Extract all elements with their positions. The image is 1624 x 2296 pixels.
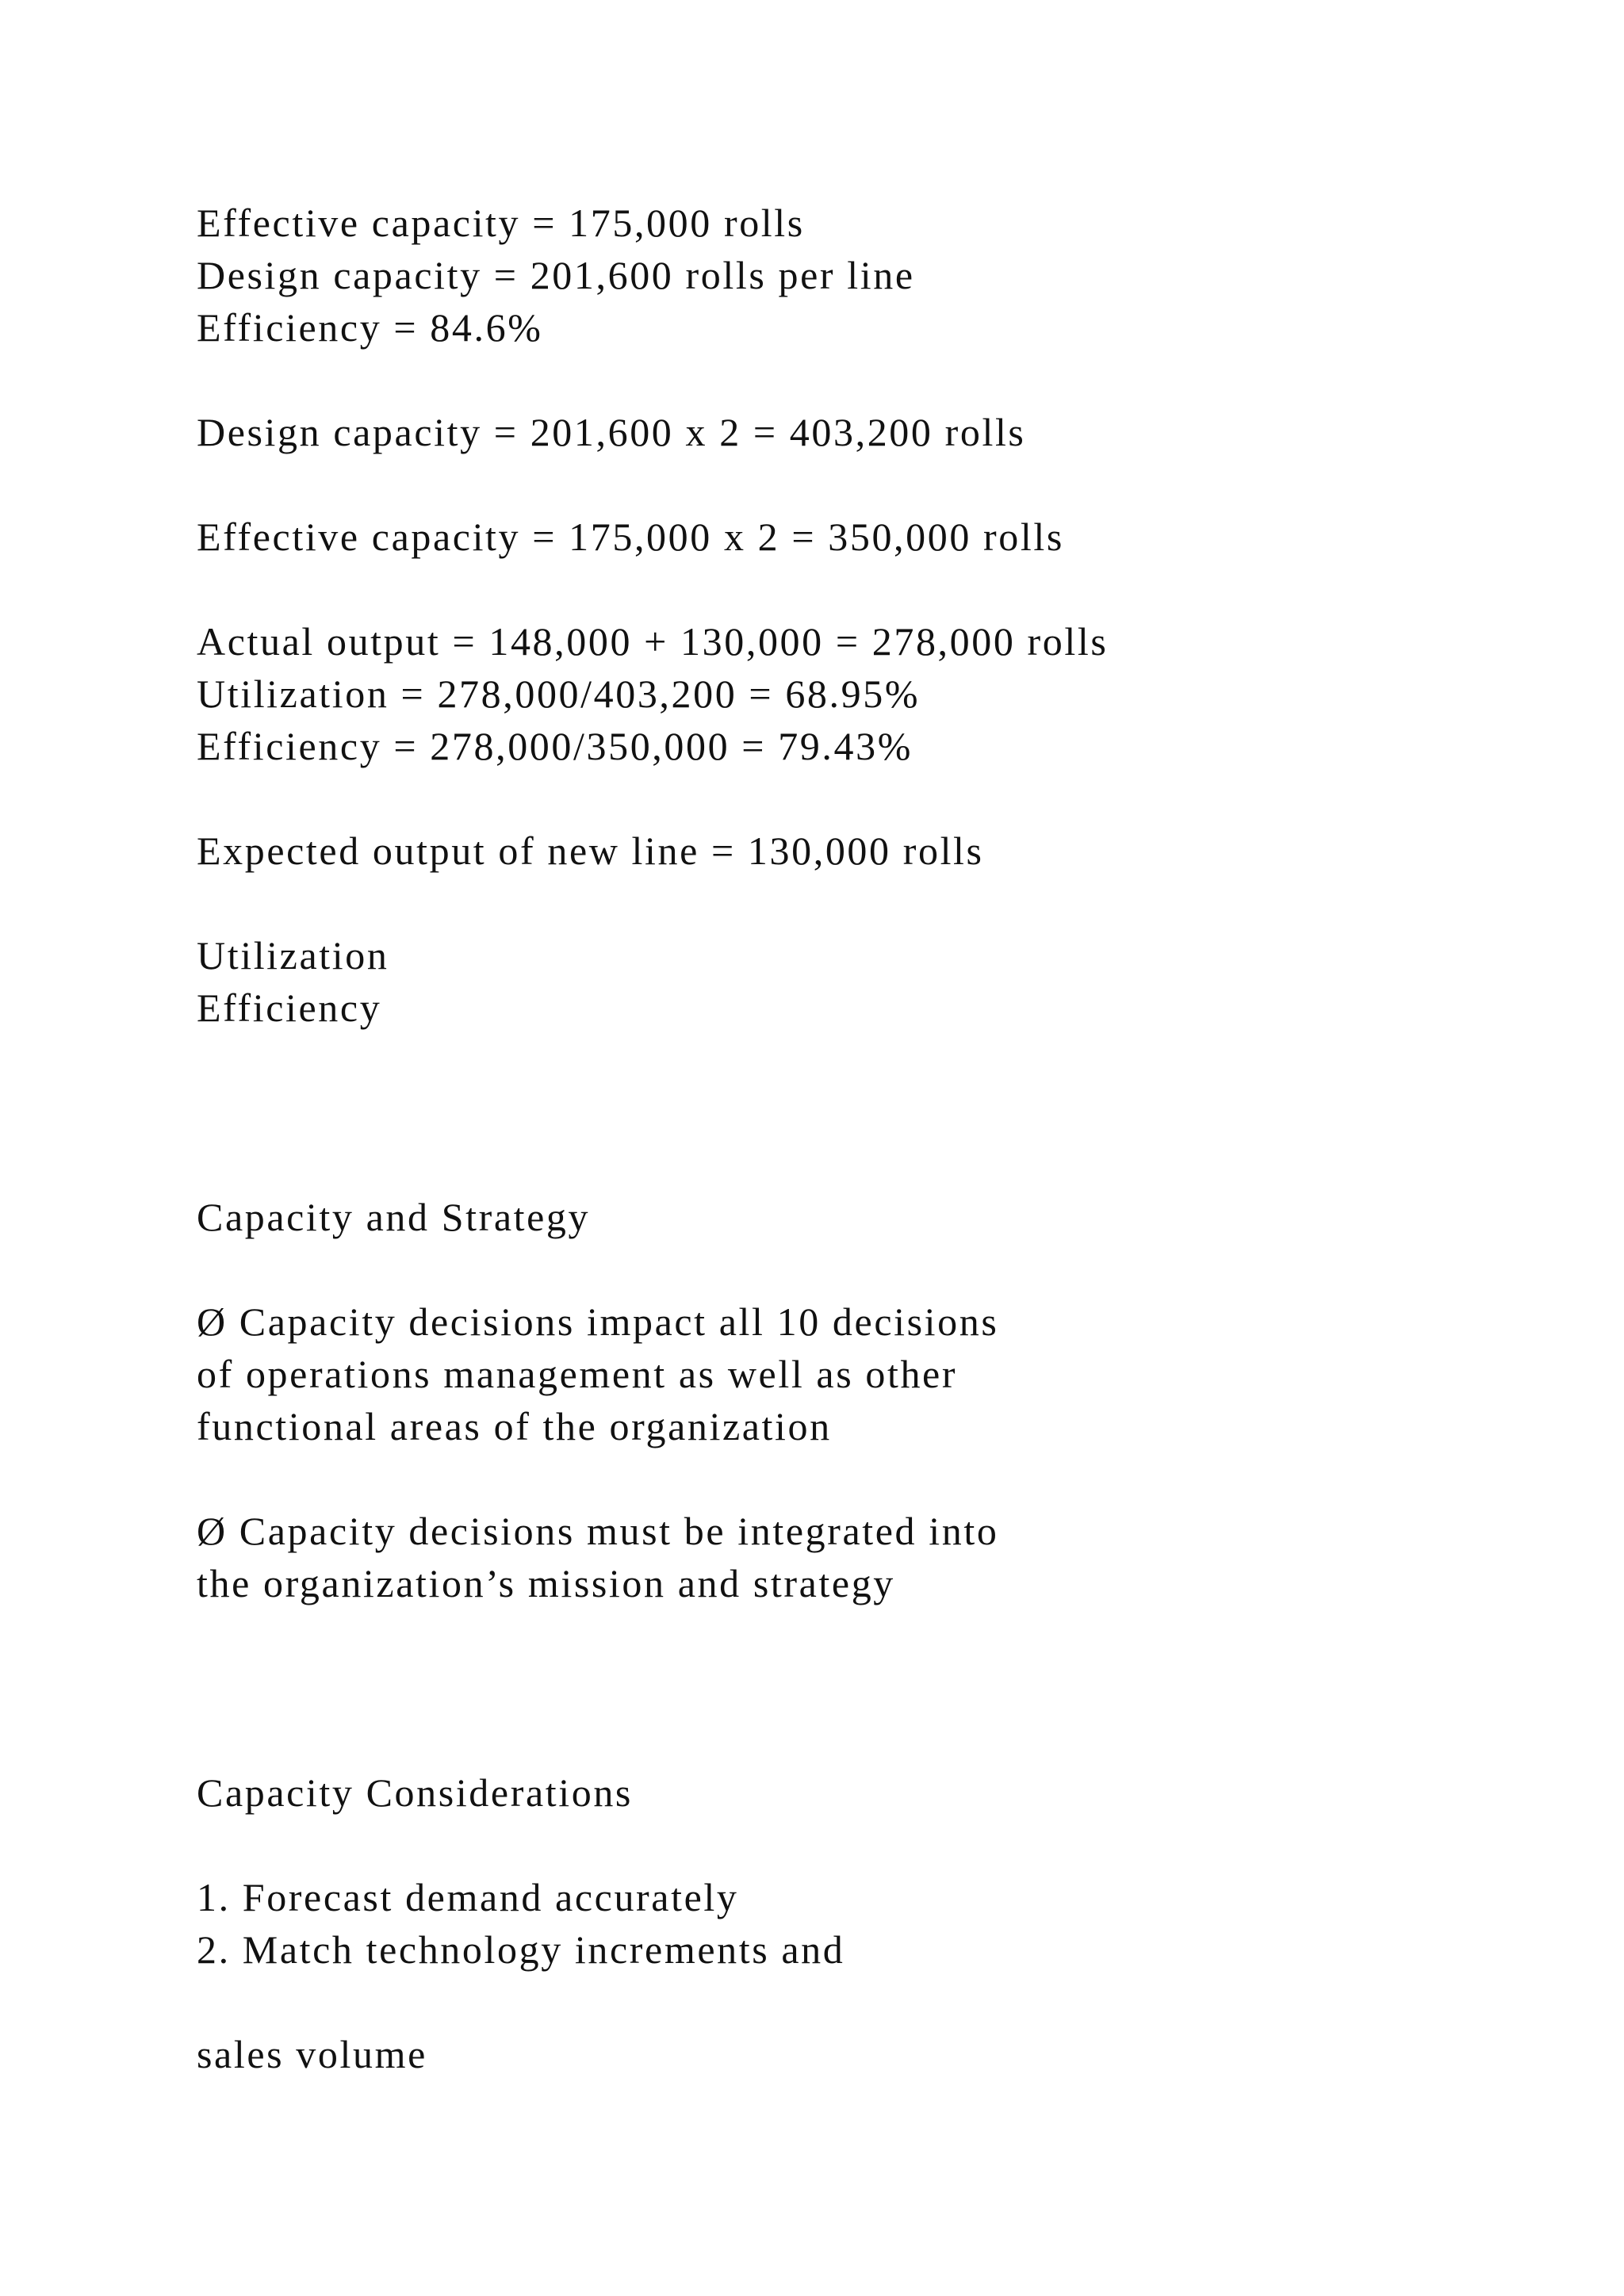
document-body: [197, 197, 1465, 2080]
text-line: the organization’s mission and strategy: [197, 1561, 895, 1605]
text-line: Actual output = 148,000 + 130,000 = 278,000 rolls: [197, 619, 1109, 664]
blank-line: [197, 563, 1465, 615]
text-line: functional areas of the organization: [197, 1404, 832, 1448]
text-line: Utilization: [197, 933, 389, 978]
text-line: sales volume: [197, 2032, 427, 2076]
text-line: Efficiency = 278,000/350,000 = 79.43%: [197, 724, 913, 768]
text-line: Ø Capacity decisions impact all 10 decisions: [197, 1299, 999, 1344]
blank-line: [197, 1819, 1465, 1871]
text-line: Effective capacity = 175,000 rolls: [197, 201, 805, 245]
blank-line: [197, 877, 1465, 929]
text-line: Ø Capacity decisions must be integrated into: [197, 1509, 999, 1553]
blank-line: [197, 354, 1465, 406]
blank-line: [197, 1086, 1465, 1138]
section-heading: Capacity Considerations: [197, 1770, 633, 1815]
blank-line: [197, 772, 1465, 825]
text-line: 1. Forecast demand accurately: [197, 1875, 739, 1919]
text-line: Design capacity = 201,600 rolls per line: [197, 253, 915, 297]
blank-line: [197, 1452, 1465, 1505]
blank-line: [197, 1714, 1465, 1766]
blank-line: [197, 1609, 1465, 1662]
text-line: Effective capacity = 175,000 x 2 = 350,000 rolls: [197, 515, 1064, 559]
blank-line: [197, 1976, 1465, 2028]
blank-line: [197, 458, 1465, 511]
blank-line: [197, 1034, 1465, 1086]
blank-line: [197, 1138, 1465, 1191]
blank-line: [197, 1662, 1465, 1714]
text-line: Design capacity = 201,600 x 2 = 403,200 rolls: [197, 410, 1026, 454]
text-line: Efficiency = 84.6%: [197, 305, 543, 350]
section-heading: Capacity and Strategy: [197, 1195, 591, 1239]
text-line: Efficiency: [197, 985, 382, 1030]
text-line: Utilization = 278,000/403,200 = 68.95%: [197, 672, 921, 716]
text-line: of operations management as well as other: [197, 1352, 958, 1396]
text-line: Expected output of new line = 130,000 rolls: [197, 828, 984, 873]
blank-line: [197, 1243, 1465, 1295]
text-line: 2. Match technology increments and: [197, 1927, 845, 1972]
